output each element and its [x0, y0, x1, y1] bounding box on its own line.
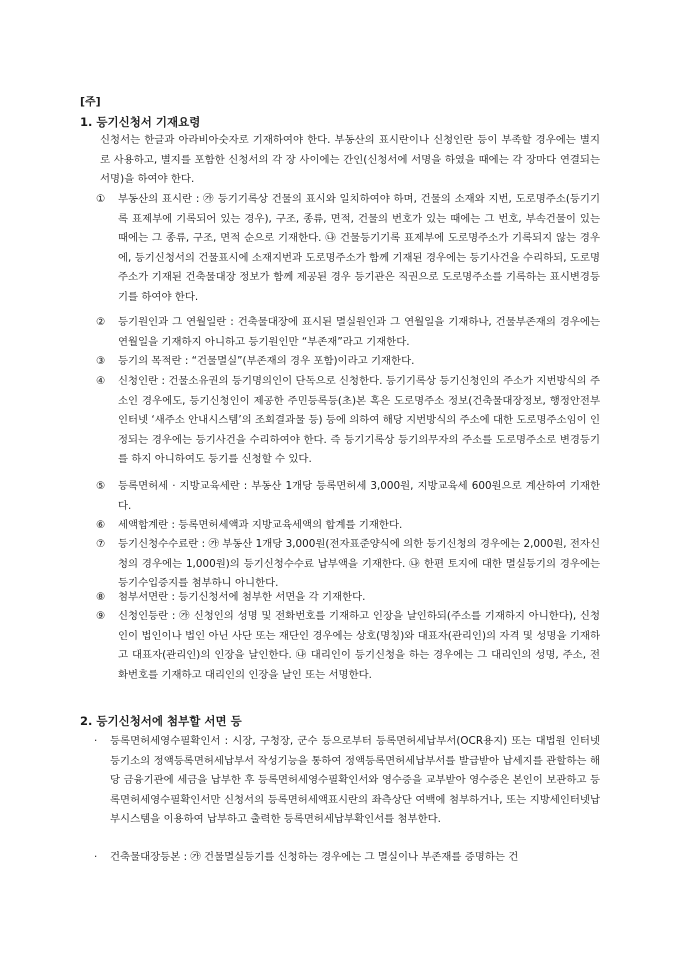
bullet-mark: · [94, 851, 98, 863]
note-label: [주] [80, 95, 101, 108]
item-number: ④ [96, 375, 106, 387]
bullet-mark: · [94, 735, 98, 747]
list-item [96, 477, 600, 516]
list-item [96, 588, 600, 608]
list-item [96, 516, 600, 536]
item-number: ② [96, 316, 106, 328]
bullet-text: 건축물대장등본 : ㉮ 건물멸실등기를 신청하는 경우에는 그 멸실이나 부존재를 증명하는 건 [110, 851, 519, 863]
item-number: ③ [96, 355, 106, 367]
list-item [96, 535, 600, 594]
list-item [96, 352, 600, 372]
item-text: 등기의 목적란 : “건물멸실”(부존재의 경우 포함)이라고 기재한다. [118, 355, 415, 367]
item-number: ⑦ [96, 538, 106, 550]
section1-intro: 신청서는 한글과 아라비아숫자로 기재하여야 한다. 부동산의 표시란이나 신청인란 등이 부족할 경우에는 별지로 사용하고, 별지를 포함한 신청서의 각 장 사이에는 간인(신청서에 서명을 하였을 때에는 각 장마다 연결되는 서명)을 하여야 한다. [100, 134, 600, 185]
item-text: 첨부서면란 : 등기신청서에 첨부한 서면을 각 기재한다. [118, 591, 366, 603]
list-item [96, 190, 600, 307]
item-number: ⑤ [96, 480, 106, 492]
list-item [94, 848, 600, 868]
item-text: 등기원인과 그 연월일란 : 건축물대장에 표시된 멸실원인과 그 연월일을 기재하나, 건물부존재의 경우에는 연월일을 기재하지 아니하고 등기원인만 “부존재”라고 기재한다. [118, 316, 600, 348]
item-text: 등기신청수수료란 : ㉮ 부동산 1개당 3,000원(전자표준양식에 의한 등기신청의 경우에는 2,000원, 전자신청의 경우에는 1,000원)의 등기신청수수료 납부액을 기재한다. ㉯ 한편 토지에 대한 멸실등기의 경우에는 등기수입증지를 첨부하니 아니한다. [118, 538, 600, 589]
list-item [96, 372, 600, 470]
item-number: ⑥ [96, 519, 106, 531]
item-number: ⑧ [96, 591, 106, 603]
item-text: 등록면허세 · 지방교육세란 : 부동산 1개당 등록면허세 3,000원, 지방교육세 600원으로 계산하여 기재한다. [118, 480, 600, 512]
section2-heading: 2. 등기신청서에 첨부할 서면 등 [80, 714, 242, 728]
list-item [96, 607, 600, 685]
list-item [96, 313, 600, 352]
list-item [94, 732, 600, 830]
item-number: ① [96, 193, 106, 205]
item-number: ⑨ [96, 610, 106, 622]
item-text: 세액합계란 : 등록면허세액과 지방교육세액의 합계를 기재한다. [118, 519, 403, 531]
item-text: 신청인등란 : ㉮ 신청인의 성명 및 전화번호를 기재하고 인장을 날인하되(주소를 기재하지 아니한다), 신청인이 법인이나 법인 아닌 사단 또는 재단인 경우에는 상호(명칭)와 대표자(관리인)의 자격 및 성명을 기재하고 대표자(관리인)의 인장을 날인한다. ㉯ 대리인이 등기신청을 하는 경우에는 그 대리인의 성명, 주소, 전화번호를 기재하고 대리인의 인장을 날인 또는 서명한다. [118, 610, 600, 681]
section1-heading: 1. 등기신청서 기재요령 [80, 115, 201, 129]
item-text: 부동산의 표시란 : ㉮ 등기기록상 건물의 표시와 일치하여야 하며, 건물의 소재와 지번, 도로명주소(등기기록 표제부에 기록되어 있는 경우), 구조, 종류, 면적, 건물의 번호가 있는 때에는 그 번호, 부속건물이 있는 때에는 그 종류, 구조, 면적 순으로 기재한다. ㉯ 건물등기기록 표제부에 도로명주소가 기록되지 않는 경우에, 등기신청서의 건물표시에 소재지번과 도로명주소가 함께 기재된 경우에는 등기사건을 수리하되, 도로명주소가 기재된 건축물대장 정보가 함께 제공된 경우 등기관은 직권으로 도로명주소를 기록하는 표시변경등기를 하여야 한다. [118, 193, 600, 303]
bullet-text: 등록면허세영수필확인서 : 시장, 구청장, 군수 등으로부터 등록면허세납부서(OCR용지) 또는 대법원 인터넷등기소의 정액등록면허세납부서 작성기능을 통하여 정액등록면허세납부서를 발급받아 납세지를 관할하는 해당 금융기관에 세금을 납부한 후 등록면허세영수필확인서와 영수증을 교부받아 영수증은 본인이 보관하고 등록면허세영수필확인서만 신청서의 등록면허세액표시란의 좌측상단 여백에 첨부하거나, 또는 지방세인터넷납부시스템을 이용하여 납부하고 출력한 등록면허세납부확인서를 첨부한다. [110, 735, 600, 825]
item-text: 신청인란 : 건물소유권의 등기명의인이 단독으로 신청한다. 등기기록상 등기신청인의 주소가 지번방식의 주소인 경우에도, 등기신청인이 제공한 주민등록등(초)본 혹은 도로명주소 정보(건축물대장정보, 행정안전부 인터넷 ‘새주소 안내시스템’의 조회결과물 등) 등에 의하여 해당 지번방식의 주소에 대한 도로명주소임이 인정되는 경우에는 등기사건을 수리하여야 한다. 즉 등기기록상 등기의무자의 주소를 도로명주소로 변경등기를 하지 아니하여도 등기를 신청할 수 있다. [118, 375, 600, 465]
